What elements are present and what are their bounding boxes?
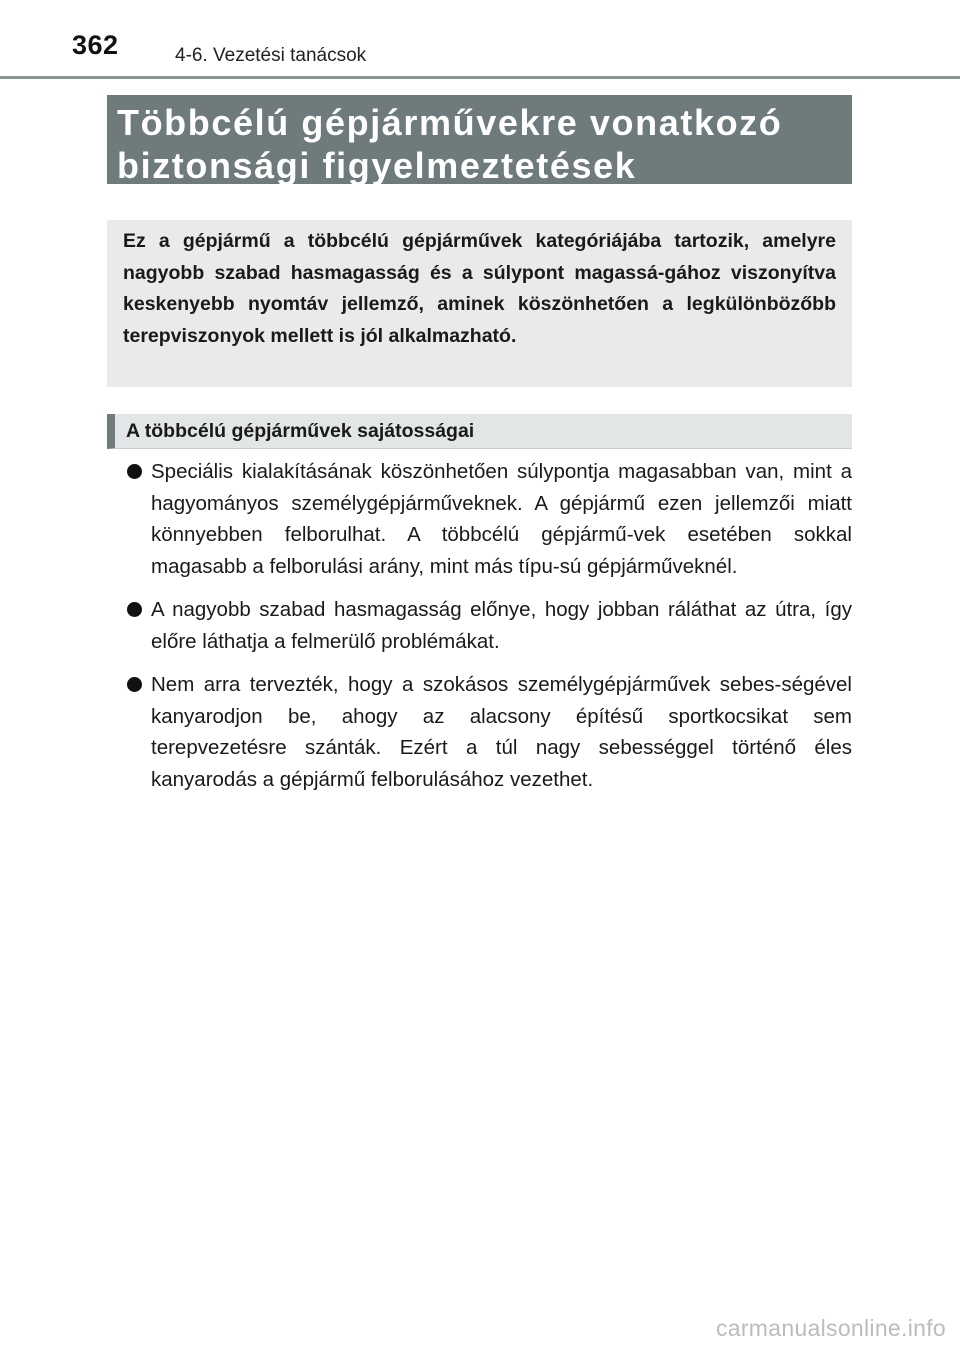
chapter-title-line-1: Többcélú gépjárművekre vonatkozó	[117, 102, 783, 143]
bullet-item-3	[127, 669, 852, 795]
chapter-title-box	[107, 95, 852, 184]
section-title: 4-6. Vezetési tanácsok	[175, 45, 367, 66]
header-divider	[0, 76, 960, 79]
bullet-dot-icon	[127, 677, 142, 692]
page-header	[0, 0, 960, 80]
subheading-bar	[107, 414, 852, 449]
bullet-item-1	[127, 456, 852, 582]
bullet-text-3: Nem arra tervezték, hogy a szokásos személygépjárművek sebes-ségével kanyarodjon be, ahogy az alacsony építésű sportkocsikat sem terepvezetésre szánták. Ezért a túl nagy sebességgel történő éles kanyarodás a gépjármű felborulásához vezethet.	[151, 673, 852, 791]
bullet-dot-icon	[127, 464, 142, 479]
bullet-text-2: A nagyobb szabad hasmagasság előnye, hogy jobban ráláthat az útra, így előre láthatja a felmerülő problémákat.	[151, 598, 852, 653]
intro-box	[107, 220, 852, 387]
bullet-dot-icon	[127, 602, 142, 617]
intro-text: Ez a gépjármű a többcélú gépjárművek kategóriájába tartozik, amelyre nagyobb szabad hasmagasság és a súlypont magassá-gához viszonyítva keskenyebb nyomtáv jellemző, aminek köszönhetően a legkülönbözőbb terepviszonyok mellett is jól alkalmazható.	[123, 230, 836, 347]
chapter-title-line-2: biztonsági figyelmeztetések	[117, 145, 637, 186]
subheading-text: A többcélú gépjárművek sajátosságai	[126, 420, 475, 442]
bullet-list	[127, 456, 852, 807]
site-watermark: carmanualsonline.info	[715, 1315, 946, 1341]
bullet-text-1: Speciális kialakításának köszönhetően súlypontja magasabban van, mint a hagyományos személygépjárműveknek. A gépjármű ezen jellemzői miatt könnyebben felborulhat. A többcélú gépjármű-vek esetében sokkal magasabb a felborulási arány, mint más típu-sú gépjárműveknél.	[151, 460, 852, 578]
bullet-item-2	[127, 594, 852, 657]
page-number: 362	[72, 30, 119, 60]
chapter-title	[117, 101, 842, 187]
